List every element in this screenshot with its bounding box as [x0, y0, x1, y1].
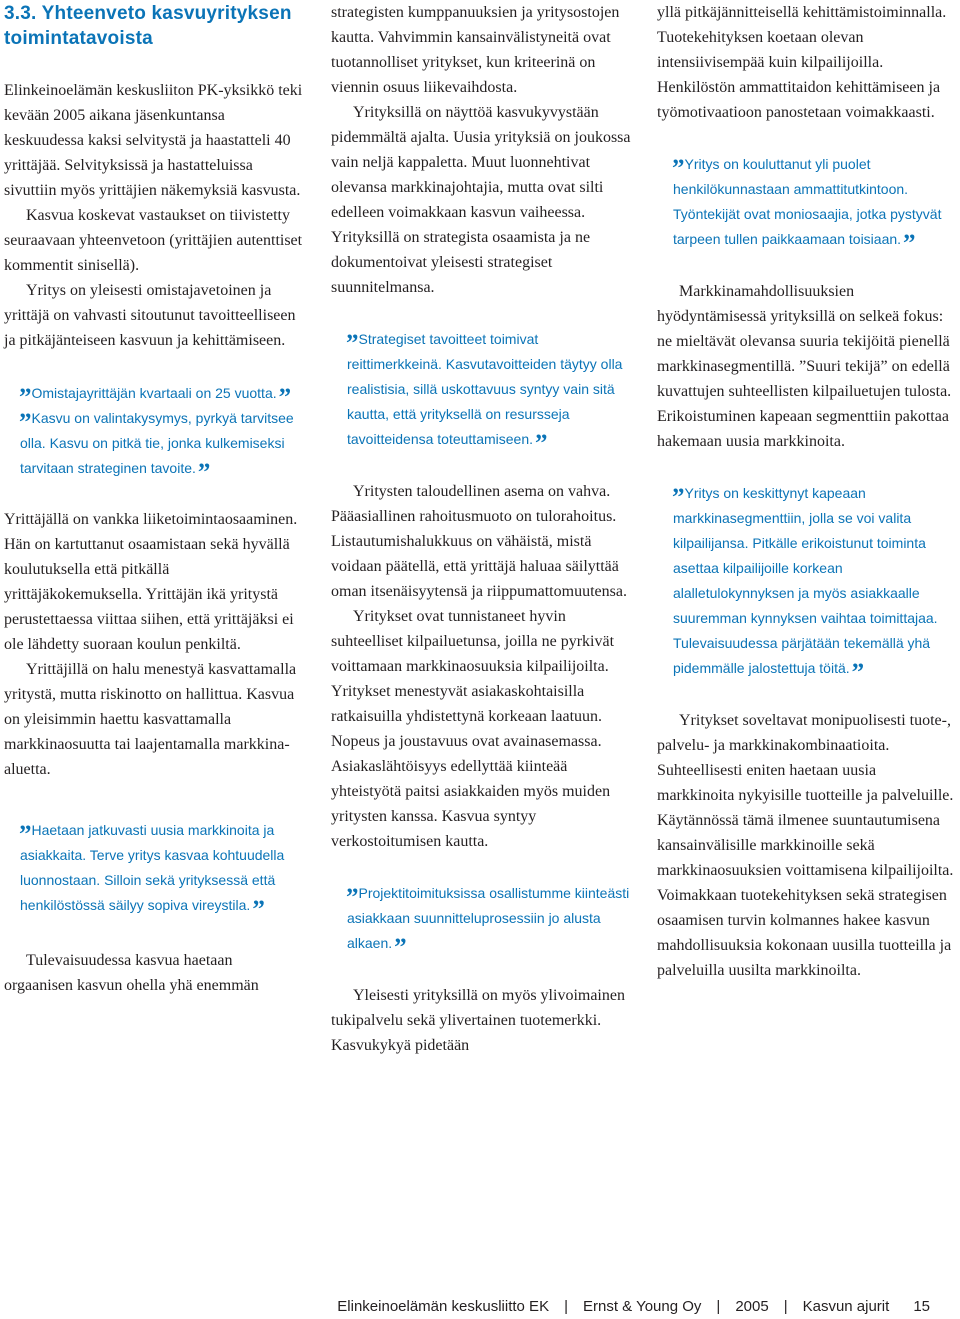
column-2-body [331, 0, 631, 300]
pull-quote [4, 818, 304, 923]
column-1-body [4, 78, 304, 353]
paragraph: Kasvua koskevat vastaukset on tiivistetty seuraavaan yhteenvetoon (yrittäjien autenttiset kommentit sinisellä). [4, 207, 303, 274]
paragraph: yllä pitkäjännitteisellä kehittämistoiminnalla. Tuotekehityksen koetaan olevan intensiivisempää kuin kilpailijoilla. Henkilöstön ammattitaidon kehittämiseen ja työmotivaatioon panostetaan voimakkaasti. [657, 4, 947, 121]
quote-text: Omistajayrittäjän kvartaali on 25 vuotta. [31, 385, 277, 401]
pull-quote [657, 481, 957, 686]
quote-close-icon: ” [851, 659, 863, 686]
quote-text: Strategiset tavoitteet toimivat reittimerkkeinä. Kasvutavoitteiden täytyy olla realistisia, sillä uskottavuus syntyy vain sitä kautta, että yrityksellä on resursseja tavoitteidensa toteuttamiseen. [347, 331, 623, 447]
quote-text: Yritys on kouluttanut yli puolet henkilökunnastaan ammattitutkintoon. Työntekijät ovat moniosaajia, jotka pystyvät tarpeen tullen paikkaamaan toisiaan. [673, 156, 942, 247]
paragraph: Yrityksillä on näyttöä kasvukyvystään pidemmältä ajalta. Uusia yrityksiä on joukossa vain neljä kappaletta. Muut luonnehtivat olevansa markkinajohtajia, mutta ovat silti edelleen voimakkaan kasvun vaiheessa. Yrityksillä on strategista osaamista ja ne dokumentoivat yleisesti strategiset suunnitelmansa. [331, 104, 631, 296]
paragraph: Yritykset ovat tunnistaneet hyvin suhteelliset kilpailuetunsa, joilla ne pyrkivät voittamaan markkinaosuuksia kilpailijoilta. Yritykset menestyvät asiakaskohtaisilla ratkaisuilla yhdistettynä korkeaan laatuun. Nopeus ja joustavuus ovat avainasemassa. Asiakaslähtöisyys edellyttää kiinteää yhteistyötä paitsi asiakkaiden myös muiden yritysten kanssa. Kasvua syntyy verkostoitumisen kautta. [331, 608, 615, 850]
quote-open-icon: ” [19, 409, 30, 436]
page-number: 15 [913, 1298, 930, 1315]
column-2-body-2 [331, 479, 631, 854]
paragraph: Elinkeinoelämän keskusliiton PK-yksikkö teki kevään 2005 aikana jäsenkuntansa keskuudessa kaksi selvitystä ja haastatteli 40 yrittäjää. Selvityksissä ja hastatteluissa sivuttiin myös yrittäjien näkemyksiä kasvusta. [4, 82, 303, 199]
page-footer [337, 1298, 930, 1315]
section-title: Yhteenveto kasvuyrityksen toimintatavoista [4, 3, 292, 49]
quote-open-icon: ” [672, 155, 683, 182]
column-1 [4, 0, 304, 998]
quote-close-icon: ” [197, 459, 209, 486]
quote-open-icon: ” [346, 884, 357, 911]
footer-partner: Ernst & Young Oy [582, 1298, 702, 1315]
quote-open-icon: ” [672, 484, 683, 511]
paragraph: Yleisesti yrityksillä on myös ylivoimainen tukipalvelu sekä ylivertainen tuotemerkki. Kasvukykyä pidetään [331, 987, 625, 1054]
column-3 [657, 0, 957, 983]
quote-close-icon: ” [278, 384, 290, 411]
footer-title: Kasvun ajurit [802, 1298, 890, 1315]
paragraph: Yrittäjillä on halu menestyä kasvattamalla yritystä, mutta riskinotto on hallittua. Kasvua on yleisimmin haettu kasvattamalla markkinaosuutta tai laajentamalla markkina-aluetta. [4, 661, 297, 778]
quote-text: Haetaan jatkuvasti uusia markkinoita ja asiakkaita. Terve yritys kasvaa kohtuudella luonnostaan. Silloin sekä yrityksessä että henkilöstössä säilyy sopiva vireystila. [20, 822, 285, 913]
footer-separator: | [564, 1298, 568, 1315]
quote-close-icon: ” [903, 230, 914, 257]
quote-close-icon: ” [535, 430, 546, 457]
column-3-body-2 [657, 279, 957, 454]
quote-text: Kasvu on valintakysymys, pyrkyä tarvitsee olla. Kasvu on pitkä tie, jonka kulkemiseksi tarvitaan strateginen tavoite. [20, 410, 294, 476]
column-1-body-3 [4, 948, 304, 998]
footer-separator: | [716, 1298, 721, 1315]
pull-quote [331, 881, 631, 961]
paragraph: Markkinamahdollisuuksien hyödyntämisessä yrityksillä on selkeä fokus: ne mieltävät olevansa suuria tekijöitä pienellä markkinasegmentillä. ”Suuri tekijä” on edellä kuvattujen suhteellisten kilpailuetujen tulosta. Erikoistuminen kapeaan segmenttiin pakottaa hakemaan uusia markkinoita. [657, 283, 952, 450]
paragraph: strategisten kumppanuuksien ja yritysostojen kautta. Vahvimmin kansainvälistyneitä ovat tuotannolliset yritykset, kun kriteerinä on viennin osuus liikevaihdosta. [331, 4, 620, 96]
column-3-body [657, 0, 957, 125]
quote-open-icon: ” [19, 384, 30, 411]
column-2 [331, 0, 631, 1058]
quote-text: Yritys on keskittynyt kapeaan markkinasegmenttiin, jolla se voi valita kilpailijansa. Pitkälle erikoistunut toiminta asettaa kilpailijoille korkean alalletulokynnyksen ja myös asiakkaalle suuremman kynnyksen vaihtaa toimittajaa. Tulevaisuudessa pärjätään tekemällä yhä pidemmälle jalostettuja töitä. [673, 485, 938, 676]
footer-year: 2005 [735, 1298, 769, 1315]
footer-org: Elinkeinoelämän keskusliitto EK [337, 1298, 550, 1315]
section-heading [4, 2, 304, 51]
column-2-body-3 [331, 983, 631, 1058]
pull-quote [331, 327, 631, 457]
quote-close-icon: ” [252, 896, 263, 923]
paragraph: Yritysten taloudellinen asema on vahva. Pääasiallinen rahoitusmuoto on tulorahoitus. Listautumishalukkuus on vähäistä, mistä voidaan päätellä, että yrittäjä haluaa säilyttää oman itsenäisyytensä ja riippumattomuutensa. [331, 483, 627, 600]
footer-separator: | [783, 1298, 788, 1315]
quote-text: Projektitoimituksissa osallistumme kiinteästi asiakkaan suunnitteluprosessiin jo alusta alkaen. [347, 885, 630, 951]
quote-open-icon: ” [19, 821, 30, 848]
quote-open-icon: ” [346, 330, 357, 357]
paragraph: Yritykset soveltavat monipuolisesti tuote-, palvelu- ja markkinakombinaatioita. Suhteellisesti eniten haetaan uusia markkinoita nykyisille tuotteille ja palveluille. Käytännössä tämä ilmenee suuntautumisena kansainvälisille markkinoille sekä markkinaosuuksien voittamisena kilpailijoilta. Voimakkaan tuotekehityksen sekä strategisen osaamisen turvin kolmannes hakee kasvun mahdollisuuksia kokonaan uusilla tuotteilla ja palveluilla uusilta markkinoilta. [657, 712, 954, 979]
column-3-body-3 [657, 708, 957, 983]
paragraph: Tulevaisuudessa kasvua haetaan orgaanisen kasvun ohella yhä enemmän [4, 952, 259, 994]
pull-quote [657, 152, 957, 257]
pull-quote [4, 381, 304, 486]
paragraph: Yritys on yleisesti omistajavetoinen ja yrittäjä on vahvasti sitoutunut tavoitteelliseen ja pitkäjänteiseen kasvuun ja kehittämiseen. [4, 282, 296, 349]
paragraph: Yrittäjällä on vankka liiketoimintaosaaminen. Hän on kartuttanut osaamistaan sekä hyvällä koulutuksella että pitkällä yrittäjäkokemuksella. Yrittäjän ikä yritystä perustettaessa viittaa siihen, että yrittäjäksi ei ole lähdetty suoraan koulun penkiltä. [4, 511, 298, 653]
column-1-body-2 [4, 507, 304, 782]
quote-close-icon: ” [394, 934, 405, 961]
section-number: 3.3. [4, 3, 37, 24]
